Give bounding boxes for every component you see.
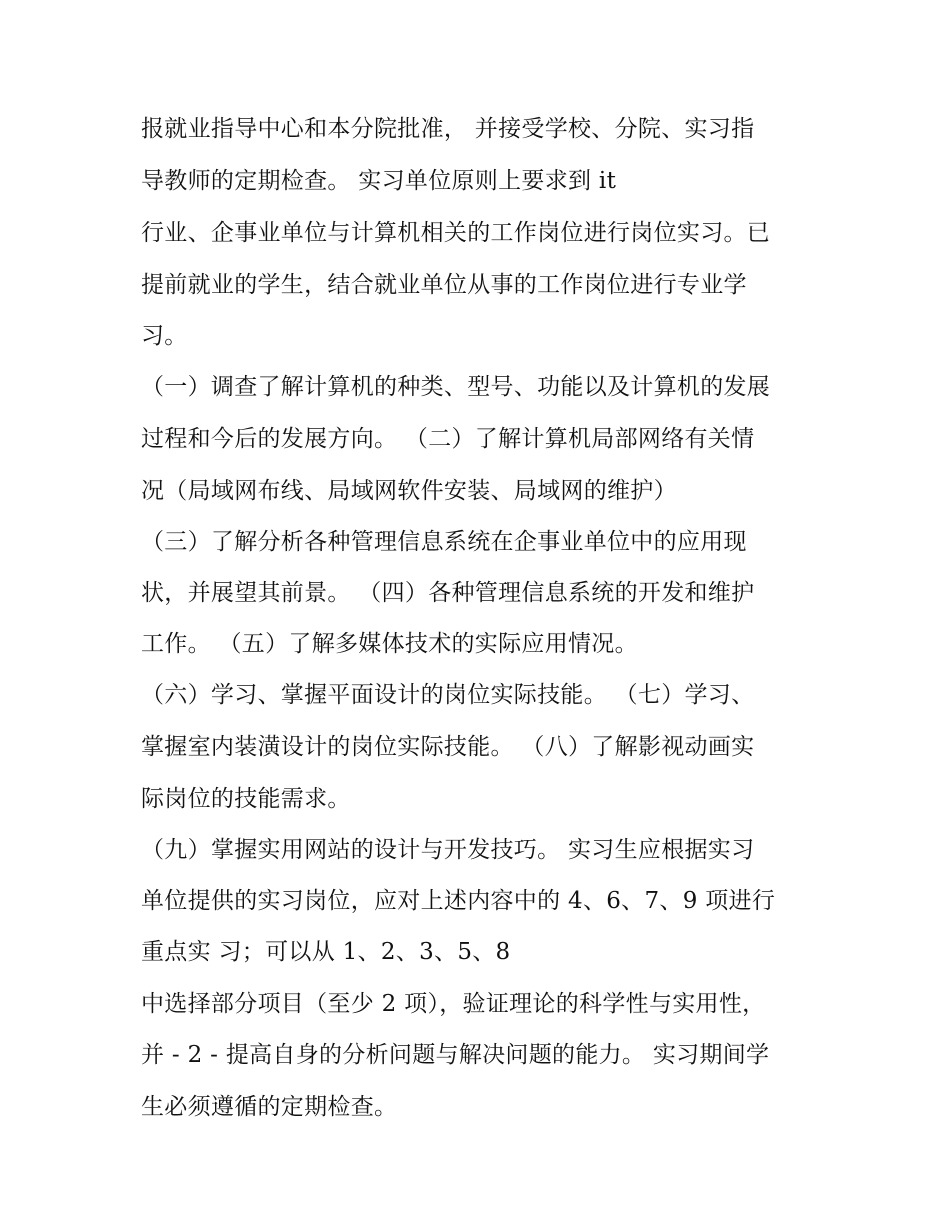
text-line-19: 并 - 2 - 提高自身的分析问题与解决问题的能力。 实习期间学 — [141, 1042, 770, 1068]
text-line-10: 状，并展望其前景。 （四）各种管理信息系统的开发和维护 — [141, 580, 755, 606]
text-line-4: 提前就业的学生，结合就业单位从事的工作岗位进行专业学 — [141, 272, 747, 298]
text-line-15: （九）掌握实用网站的设计与开发技巧。 实习生应根据实习 — [141, 837, 755, 863]
text-line-5: 习。 — [141, 323, 188, 349]
text-line-20: 生必须遵循的定期检查。 — [141, 1094, 398, 1120]
text-line-11: 工作。 （五）了解多媒体技术的实际应用情况。 — [141, 631, 638, 657]
text-line-17: 重点实 习；可以从 1、2、3、5、8 — [141, 939, 511, 965]
text-line-14: 际岗位的技能需求。 — [141, 786, 351, 812]
text-line-18: 中选择部分项目（至少 2 项），验证理论的科学性与实用性， — [141, 991, 766, 1017]
text-line-7: 过程和今后的发展方向。 （二）了解计算机局部网络有关情 — [141, 426, 755, 452]
text-line-16: 单位提供的实习岗位，应对上述内容中的 4、6、7、9 项进行 — [141, 888, 776, 914]
text-line-3: 行业、企事业单位与计算机相关的工作岗位进行岗位实习。已 — [141, 220, 771, 246]
text-line-6: （一）调查了解计算机的种类、型号、功能以及计算机的发展 — [141, 374, 771, 400]
text-line-9: （三）了解分析各种管理信息系统在企事业单位中的应用现 — [141, 529, 747, 555]
text-line-13: 掌握室内装潢设计的岗位实际技能。 （八）了解影视动画实 — [141, 734, 755, 760]
text-line-1: 报就业指导中心和本分院批准， 并接受学校、分院、实习指 — [141, 116, 755, 142]
text-line-8: 况（局域网布线、局域网软件安装、局域网的维护） — [141, 478, 677, 504]
text-line-2: 导教师的定期检查。 实习单位原则上要求到 it — [141, 168, 617, 194]
text-line-12: （六）学习、掌握平面设计的岗位实际技能。 （七）学习、 — [141, 682, 755, 708]
